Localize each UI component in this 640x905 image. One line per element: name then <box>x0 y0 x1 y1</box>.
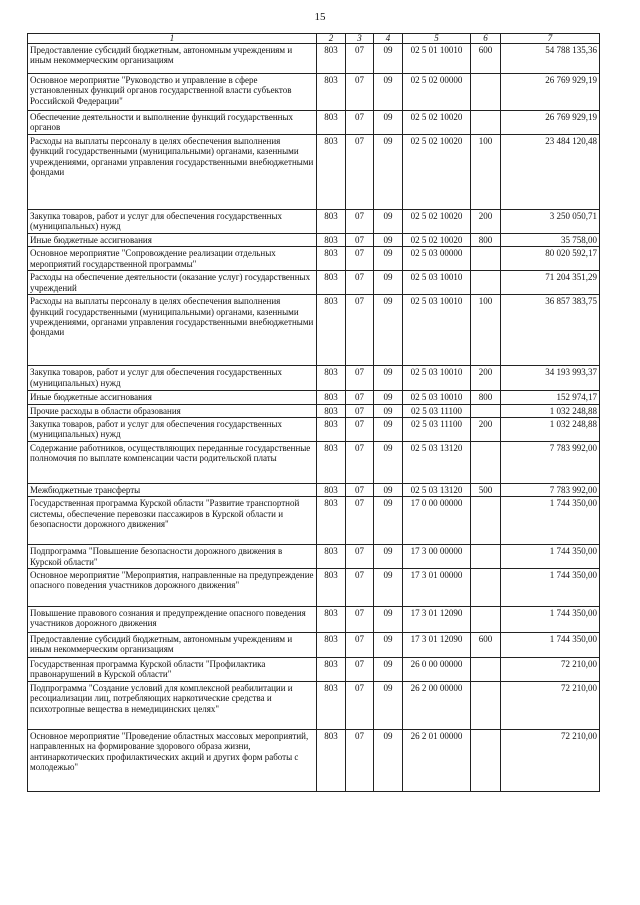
col-header-target-article: 5 <box>403 34 471 44</box>
row-ministry-code: 803 <box>317 404 346 417</box>
row-amount: 26 769 929,19 <box>501 111 600 135</box>
table-row <box>28 633 600 658</box>
row-subsection-code: 09 <box>374 682 403 730</box>
row-expense-type <box>471 658 501 682</box>
row-ministry-code: 803 <box>317 418 346 442</box>
row-target-article: 26 0 00 00000 <box>403 658 471 682</box>
table-row <box>28 44 600 74</box>
row-ministry-code: 803 <box>317 111 346 135</box>
row-amount: 1 744 350,00 <box>501 569 600 607</box>
row-ministry-code: 803 <box>317 247 346 271</box>
col-header-name: 1 <box>28 34 317 44</box>
row-expense-type: 100 <box>471 295 501 366</box>
row-ministry-code: 803 <box>317 233 346 246</box>
row-subsection-code: 09 <box>374 44 403 74</box>
row-amount: 1 032 248,88 <box>501 404 600 417</box>
row-subsection-code: 09 <box>374 271 403 295</box>
row-ministry-code: 803 <box>317 497 346 545</box>
table-row <box>28 441 600 483</box>
row-subsection-code: 09 <box>374 418 403 442</box>
row-section-code: 07 <box>346 545 374 569</box>
row-section-code: 07 <box>346 658 374 682</box>
col-header-section: 3 <box>346 34 374 44</box>
table-row <box>28 730 600 792</box>
table-row <box>28 497 600 545</box>
table-row <box>28 607 600 633</box>
row-subsection-code: 09 <box>374 247 403 271</box>
row-target-article: 02 5 03 11100 <box>403 404 471 417</box>
row-ministry-code: 803 <box>317 545 346 569</box>
row-amount: 26 769 929,19 <box>501 74 600 111</box>
row-section-code: 07 <box>346 74 374 111</box>
budget-table <box>27 33 600 792</box>
row-section-code: 07 <box>346 210 374 234</box>
row-section-code: 07 <box>346 295 374 366</box>
row-name: Основное мероприятие "Проведение областных массовых мероприятий, направленных на формирование здорового образа жизни, антинаркотических профилактических акций и других форм работы с молодежью" <box>28 730 317 792</box>
row-expense-type: 600 <box>471 633 501 658</box>
row-ministry-code: 803 <box>317 271 346 295</box>
row-section-code: 07 <box>346 247 374 271</box>
row-name: Государственная программа Курской области "Развитие транспортной системы, обеспечение перевозки пассажиров в Курской области и безопасности дорожного движения" <box>28 497 317 545</box>
row-subsection-code: 09 <box>374 135 403 210</box>
row-section-code: 07 <box>346 391 374 404</box>
row-subsection-code: 09 <box>374 658 403 682</box>
row-target-article: 17 3 00 00000 <box>403 545 471 569</box>
row-amount: 72 210,00 <box>501 658 600 682</box>
row-expense-type <box>471 111 501 135</box>
row-amount: 80 020 592,17 <box>501 247 600 271</box>
row-section-code: 07 <box>346 44 374 74</box>
row-ministry-code: 803 <box>317 391 346 404</box>
table-row <box>28 391 600 404</box>
table-row <box>28 569 600 607</box>
row-target-article: 17 3 01 00000 <box>403 569 471 607</box>
row-expense-type <box>471 74 501 111</box>
row-name: Повышение правового сознания и предупреждение опасного поведения участников дорожного движения <box>28 607 317 633</box>
row-subsection-code: 09 <box>374 497 403 545</box>
table-row <box>28 135 600 210</box>
row-name: Иные бюджетные ассигнования <box>28 233 317 246</box>
row-name: Предоставление субсидий бюджетным, автономным учреждениям и иным некоммерческим организациям <box>28 633 317 658</box>
row-subsection-code: 09 <box>374 441 403 483</box>
row-target-article: 17 3 01 12090 <box>403 633 471 658</box>
row-subsection-code: 09 <box>374 295 403 366</box>
table-row <box>28 295 600 366</box>
row-target-article: 02 5 02 10020 <box>403 233 471 246</box>
row-expense-type: 200 <box>471 366 501 391</box>
row-ministry-code: 803 <box>317 483 346 496</box>
row-section-code: 07 <box>346 418 374 442</box>
row-expense-type <box>471 404 501 417</box>
row-target-article: 26 2 00 00000 <box>403 682 471 730</box>
row-name: Основное мероприятие "Мероприятия, направленные на предупреждение опасного поведения участников дорожного движения" <box>28 569 317 607</box>
col-header-expense-type: 6 <box>471 34 501 44</box>
row-amount: 71 204 351,29 <box>501 271 600 295</box>
table-row <box>28 210 600 234</box>
row-name: Предоставление субсидий бюджетным, автономным учреждениям и иным некоммерческим организациям <box>28 44 317 74</box>
row-section-code: 07 <box>346 483 374 496</box>
row-amount: 23 484 120,48 <box>501 135 600 210</box>
row-target-article: 02 5 02 10020 <box>403 111 471 135</box>
row-amount: 72 210,00 <box>501 682 600 730</box>
row-section-code: 07 <box>346 233 374 246</box>
table-row <box>28 404 600 417</box>
row-ministry-code: 803 <box>317 569 346 607</box>
row-expense-type <box>471 682 501 730</box>
row-amount: 7 783 992,00 <box>501 441 600 483</box>
row-expense-type <box>471 441 501 483</box>
row-target-article: 02 5 02 10020 <box>403 135 471 210</box>
row-amount: 7 783 992,00 <box>501 483 600 496</box>
row-expense-type <box>471 607 501 633</box>
row-target-article: 02 5 03 10010 <box>403 391 471 404</box>
col-header-amount: 7 <box>501 34 600 44</box>
row-section-code: 07 <box>346 111 374 135</box>
row-target-article: 02 5 02 10020 <box>403 210 471 234</box>
row-name: Обеспечение деятельности и выполнение функций государственных органов <box>28 111 317 135</box>
col-header-subsection: 4 <box>374 34 403 44</box>
row-target-article: 02 5 03 11100 <box>403 418 471 442</box>
row-subsection-code: 09 <box>374 74 403 111</box>
row-target-article: 02 5 02 00000 <box>403 74 471 111</box>
row-expense-type <box>471 545 501 569</box>
table-row <box>28 74 600 111</box>
row-name: Содержание работников, осуществляющих переданные государственные полномочия по выплате компенсации части родительской платы <box>28 441 317 483</box>
row-target-article: 17 3 01 12090 <box>403 607 471 633</box>
row-section-code: 07 <box>346 569 374 607</box>
row-section-code: 07 <box>346 497 374 545</box>
row-amount: 36 857 383,75 <box>501 295 600 366</box>
row-subsection-code: 09 <box>374 391 403 404</box>
table-row <box>28 483 600 496</box>
row-amount: 3 250 050,71 <box>501 210 600 234</box>
row-name: Подпрограмма "Создание условий для комплексной реабилитации и ресоциализации лиц, потребляющих наркотические средства и психотропные вещества в немедицинских целях" <box>28 682 317 730</box>
row-ministry-code: 803 <box>317 607 346 633</box>
row-ministry-code: 803 <box>317 44 346 74</box>
row-section-code: 07 <box>346 607 374 633</box>
row-amount: 35 758,00 <box>501 233 600 246</box>
table-row <box>28 271 600 295</box>
row-subsection-code: 09 <box>374 545 403 569</box>
row-target-article: 02 5 03 13120 <box>403 441 471 483</box>
row-target-article: 17 0 00 00000 <box>403 497 471 545</box>
row-expense-type: 800 <box>471 391 501 404</box>
page-number: 15 <box>314 11 326 23</box>
row-ministry-code: 803 <box>317 135 346 210</box>
row-ministry-code: 803 <box>317 633 346 658</box>
row-expense-type: 600 <box>471 44 501 74</box>
row-expense-type <box>471 271 501 295</box>
row-ministry-code: 803 <box>317 74 346 111</box>
table-header-row <box>28 34 600 44</box>
row-expense-type <box>471 569 501 607</box>
row-section-code: 07 <box>346 271 374 295</box>
row-subsection-code: 09 <box>374 569 403 607</box>
row-subsection-code: 09 <box>374 111 403 135</box>
row-ministry-code: 803 <box>317 295 346 366</box>
row-section-code: 07 <box>346 135 374 210</box>
row-name: Расходы на выплаты персоналу в целях обеспечения выполнения функций государственными (муниципальными) органами, казенными учреждениями, органами управления государственными внебюджетными фондами <box>28 295 317 366</box>
row-name: Основное мероприятие "Руководство и управление в сфере установленных функций органов государственной власти субъектов Российской Федерации" <box>28 74 317 111</box>
row-subsection-code: 09 <box>374 404 403 417</box>
row-target-article: 26 2 01 00000 <box>403 730 471 792</box>
row-amount: 1 744 350,00 <box>501 545 600 569</box>
row-ministry-code: 803 <box>317 441 346 483</box>
row-expense-type: 800 <box>471 233 501 246</box>
row-subsection-code: 09 <box>374 607 403 633</box>
row-subsection-code: 09 <box>374 366 403 391</box>
row-target-article: 02 5 03 10010 <box>403 366 471 391</box>
row-section-code: 07 <box>346 682 374 730</box>
row-name: Государственная программа Курской области "Профилактика правонарушений в Курской области" <box>28 658 317 682</box>
row-section-code: 07 <box>346 633 374 658</box>
row-subsection-code: 09 <box>374 483 403 496</box>
row-section-code: 07 <box>346 730 374 792</box>
row-subsection-code: 09 <box>374 730 403 792</box>
row-name: Иные бюджетные ассигнования <box>28 391 317 404</box>
row-section-code: 07 <box>346 441 374 483</box>
row-ministry-code: 803 <box>317 366 346 391</box>
table-row <box>28 658 600 682</box>
table-row <box>28 111 600 135</box>
row-ministry-code: 803 <box>317 730 346 792</box>
table-row <box>28 682 600 730</box>
row-ministry-code: 803 <box>317 210 346 234</box>
row-target-article: 02 5 03 13120 <box>403 483 471 496</box>
row-ministry-code: 803 <box>317 658 346 682</box>
row-target-article: 02 5 03 10010 <box>403 271 471 295</box>
row-subsection-code: 09 <box>374 633 403 658</box>
row-expense-type: 200 <box>471 418 501 442</box>
row-name: Расходы на выплаты персоналу в целях обеспечения выполнения функций государственными (муниципальными) органами, казенными учреждениями, органами управления государственными внебюджетными фондами <box>28 135 317 210</box>
row-amount: 152 974,17 <box>501 391 600 404</box>
table-row <box>28 545 600 569</box>
row-target-article: 02 5 03 10010 <box>403 295 471 366</box>
row-name: Закупка товаров, работ и услуг для обеспечения государственных (муниципальных) нужд <box>28 418 317 442</box>
row-subsection-code: 09 <box>374 210 403 234</box>
row-subsection-code: 09 <box>374 233 403 246</box>
row-expense-type <box>471 497 501 545</box>
row-amount: 1 032 248,88 <box>501 418 600 442</box>
row-name: Основное мероприятие "Сопровождение реализации отдельных мероприятий государственной программы" <box>28 247 317 271</box>
col-header-ministry: 2 <box>317 34 346 44</box>
row-amount: 1 744 350,00 <box>501 633 600 658</box>
table-row <box>28 247 600 271</box>
row-name: Закупка товаров, работ и услуг для обеспечения государственных (муниципальных) нужд <box>28 366 317 391</box>
row-amount: 1 744 350,00 <box>501 607 600 633</box>
row-name: Подпрограмма "Повышение безопасности дорожного движения в Курской области" <box>28 545 317 569</box>
row-expense-type <box>471 730 501 792</box>
row-expense-type: 200 <box>471 210 501 234</box>
row-ministry-code: 803 <box>317 682 346 730</box>
row-name: Межбюджетные трансферты <box>28 483 317 496</box>
table-row <box>28 418 600 442</box>
table-row <box>28 366 600 391</box>
row-amount: 54 788 135,36 <box>501 44 600 74</box>
row-expense-type: 100 <box>471 135 501 210</box>
row-name: Закупка товаров, работ и услуг для обеспечения государственных (муниципальных) нужд <box>28 210 317 234</box>
row-name: Прочие расходы в области образования <box>28 404 317 417</box>
row-amount: 34 193 993,37 <box>501 366 600 391</box>
row-expense-type <box>471 247 501 271</box>
row-section-code: 07 <box>346 366 374 391</box>
row-target-article: 02 5 03 00000 <box>403 247 471 271</box>
row-expense-type: 500 <box>471 483 501 496</box>
row-target-article: 02 5 01 10010 <box>403 44 471 74</box>
row-section-code: 07 <box>346 404 374 417</box>
row-amount: 72 210,00 <box>501 730 600 792</box>
row-amount: 1 744 350,00 <box>501 497 600 545</box>
row-name: Расходы на обеспечение деятельности (оказание услуг) государственных учреждений <box>28 271 317 295</box>
table-row <box>28 233 600 246</box>
